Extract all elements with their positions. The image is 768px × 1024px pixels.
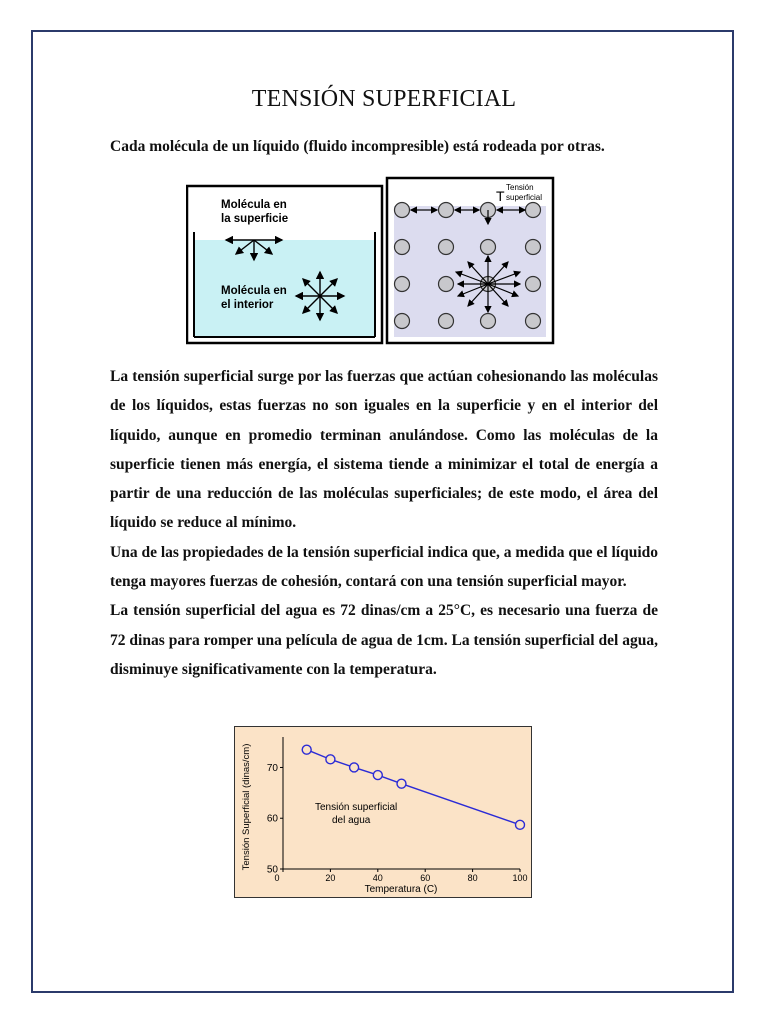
y-tick-label: 70 [266, 762, 278, 774]
tension-symbol: T [496, 188, 505, 204]
label-surface-1: Molécula en [221, 199, 287, 211]
paragraph-1: La tensión superficial surge por las fuerzas que actúan cohesionando las moléculas de los líquidos, estas fuerzas no son iguales en la superficie y en el interior del líquido, aunque en promedio terminan anulándose. Como las moléculas de la superficie tienen más energía, el sistema tiende a minimizar el total de energía a partir de una reducción de las moléculas superficiales; de este modo, el área del líquido se reduce al mínimo. [110, 368, 658, 532]
x-tick-label: 80 [467, 873, 478, 883]
data-point [350, 763, 359, 772]
data-point [326, 755, 335, 764]
paragraph-3: La tensión superficial del agua es 72 dinas/cm a 25°C, es necesario una fuerza de 72 dinas para romper una película de agua de 1cm. La tensión superficial del agua, disminuye significativamente con la temperatura. [110, 602, 658, 678]
y-tick-label: 60 [266, 813, 278, 825]
intro-text: Cada molécula de un líquido (fluido incompresible) está rodeada por otras. [110, 138, 605, 155]
chart-svg [235, 727, 533, 899]
x-tick-label: 100 [512, 873, 528, 883]
label-interior-1: Molécula en [221, 285, 287, 297]
molecule-diagram [186, 176, 558, 351]
x-axis-label: Temperatura (C) [364, 884, 438, 895]
tension-label-2: superficial [506, 193, 543, 202]
chart-annotation-2: del agua [332, 815, 371, 826]
data-point [302, 745, 311, 754]
chart-annotation-1: Tensión superficial [315, 802, 398, 813]
lattice-fill [394, 206, 546, 337]
surface-tension-chart [234, 726, 532, 898]
series-line [307, 750, 520, 825]
page-title: TENSIÓN SUPERFICIAL [251, 86, 517, 112]
x-tick-label: 40 [372, 873, 383, 883]
data-point [373, 771, 382, 780]
label-surface-2: la superficie [221, 213, 289, 225]
x-tick-label: 0 [274, 873, 280, 883]
y-axis-label: Tensión Superficial (dinas/cm) [241, 743, 252, 871]
body-text [110, 362, 658, 684]
paragraph-2: Una de las propiedades de la tensión superficial indica que, a medida que el líquido tenga mayores fuerzas de cohesión, contará con una tensión superficial mayor. [110, 543, 658, 591]
y-tick-label: 50 [266, 864, 278, 876]
x-tick-label: 60 [420, 873, 431, 883]
data-point [516, 820, 525, 829]
tension-label-1: Tensión [506, 183, 534, 192]
x-tick-label: 20 [325, 873, 336, 883]
data-point [397, 779, 406, 788]
label-interior-2: el interior [221, 299, 274, 311]
interior-molecule-arrows [296, 272, 344, 320]
